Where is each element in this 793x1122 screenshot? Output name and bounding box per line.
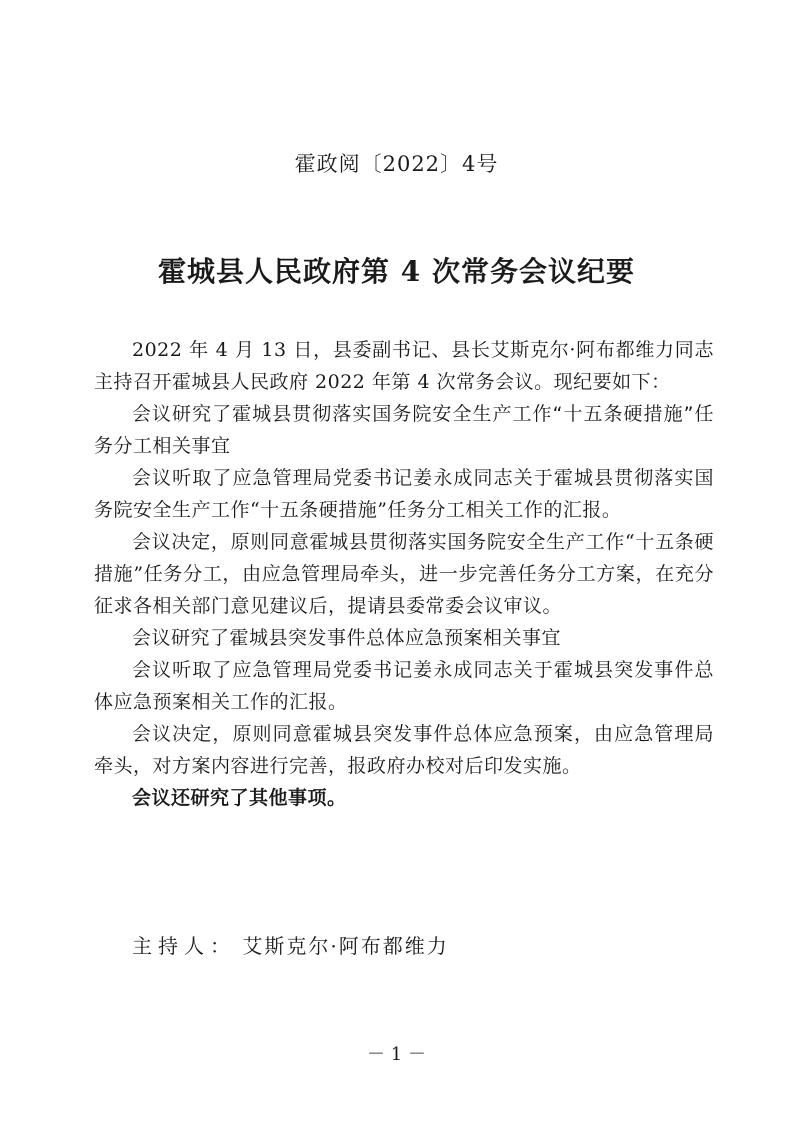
host-label: 主持人： [132,934,236,958]
section-2-paragraph-1: 会议听取了应急管理局党委书记姜永成同志关于霍城县突发事件总体应急预案相关工作的汇报。 [94,659,714,713]
section-2-paragraph-2: 会议决定，原则同意霍城县突发事件总体应急预案，由应急管理局牵头，对方案内容进行完善，报政府办校对后印发实施。 [94,723,714,777]
document-body [94,334,714,814]
section-heading-1: 会议研究了霍城县贯彻落实国务院安全生产工作“十五条硬措施”任务分工相关事宜 [94,403,714,457]
intro-paragraph: 2022 年 4 月 13 日，县委副书记、县长艾斯克尔·阿布都维力同志主持召开霍城县人民政府 2022 年第 4 次常务会议。现纪要如下： [94,339,714,393]
section-1-paragraph-2: 会议决定，原则同意霍城县贯彻落实国务院安全生产工作“十五条硬措施”任务分工，由应急管理局牵头，进一步完善任务分工方案，在充分征求各相关部门意见建议后，提请县委常委会议审议。 [94,531,714,617]
page-number: － 1 － [367,1044,426,1065]
document-title: 霍城县人民政府第 4 次常务会议纪要 [158,255,635,288]
document-number: 霍政阅〔2022〕4号 [294,152,499,176]
section-1-paragraph-1: 会议听取了应急管理局党委书记姜永成同志关于霍城县贯彻落实国务院安全生产工作“十五条硬措施”任务分工相关工作的汇报。 [94,467,714,521]
host-name: 艾斯克尔·阿布都维力 [242,934,449,958]
host-line [132,930,692,962]
section-heading-2: 会议研究了霍城县突发事件总体应急预案相关事宜 [132,627,562,649]
closing-statement: 会议还研究了其他事项。 [132,787,347,809]
